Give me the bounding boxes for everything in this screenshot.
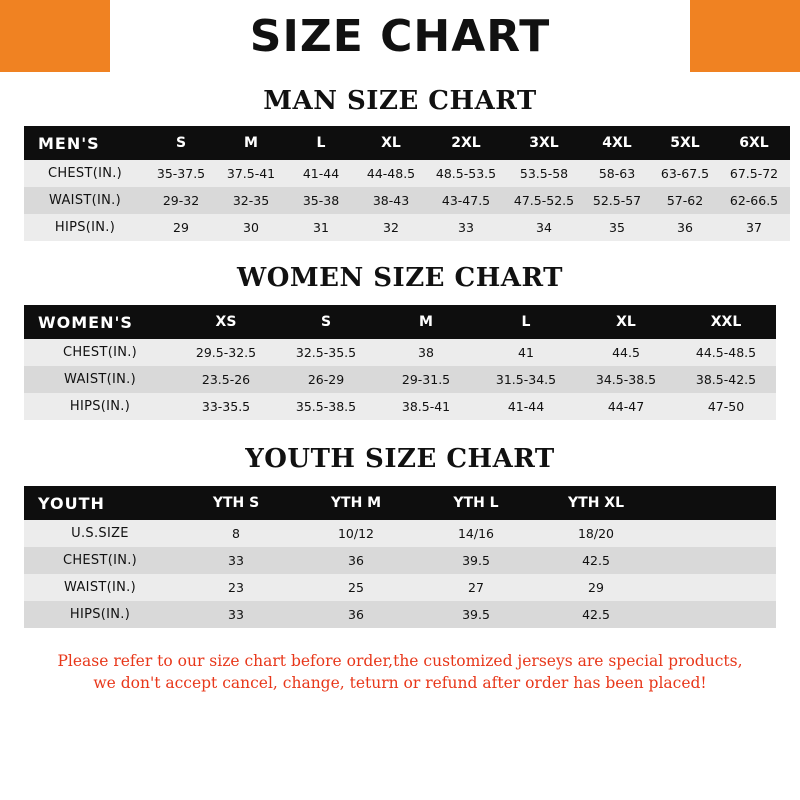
table-cell: 14/16 (416, 520, 536, 547)
table-cell: 38.5-42.5 (676, 366, 776, 393)
banner-inner-panel (110, 0, 690, 72)
table-cell: 41 (476, 339, 576, 366)
youth-section (0, 444, 800, 628)
table-cell: 34 (506, 214, 582, 241)
table-cell: 29 (536, 574, 656, 601)
table-cell: 33 (426, 214, 506, 241)
table-cell: 29.5-32.5 (176, 339, 276, 366)
table-header-cell: L (286, 126, 356, 160)
table-header-cell: 6XL (718, 126, 790, 160)
row-label: CHEST(IN.) (24, 339, 176, 366)
table-cell: 10/12 (296, 520, 416, 547)
table-header-cell: 4XL (582, 126, 652, 160)
row-label: HIPS(IN.) (24, 601, 176, 628)
table-header-cell: YTH M (296, 486, 416, 520)
man-section (0, 86, 800, 241)
row-label: WAIST(IN.) (24, 366, 176, 393)
header-banner (0, 0, 800, 72)
table-cell: 36 (296, 601, 416, 628)
table-row (24, 574, 776, 601)
table-cell: 47-50 (676, 393, 776, 420)
table-header-cell: S (146, 126, 216, 160)
table-cell: 38.5-41 (376, 393, 476, 420)
footer-note-line-2: we don't accept cancel, change, teturn or refund after order has been placed! (93, 674, 707, 693)
table-cell: 53.5-58 (506, 160, 582, 187)
footer-note-line-1: Please refer to our size chart before order,the customized jerseys are special products, (57, 652, 743, 670)
women-section (0, 263, 800, 420)
table-cell: 30 (216, 214, 286, 241)
table-cell: 32.5-35.5 (276, 339, 376, 366)
table-cell: 33 (176, 547, 296, 574)
women-size-table (24, 305, 776, 420)
table-cell: 27 (416, 574, 536, 601)
table-header-row (24, 305, 776, 339)
table-row (24, 601, 776, 628)
table-cell: 33-35.5 (176, 393, 276, 420)
table-cell: 41-44 (286, 160, 356, 187)
table-header-cell: YTH L (416, 486, 536, 520)
table-cell: 35-37.5 (146, 160, 216, 187)
table-header-cell: M (216, 126, 286, 160)
table-cell: 38-43 (356, 187, 426, 214)
row-label: HIPS(IN.) (24, 214, 146, 241)
table-cell: 33 (176, 601, 296, 628)
table-header-cell: 5XL (652, 126, 718, 160)
table-cell: 62-66.5 (718, 187, 790, 214)
table-cell: 44-47 (576, 393, 676, 420)
table-cell: 8 (176, 520, 296, 547)
table-header-row (24, 486, 776, 520)
row-label: HIPS(IN.) (24, 393, 176, 420)
youth-section-title: YOUTH SIZE CHART (245, 444, 555, 474)
row-label: CHEST(IN.) (24, 160, 146, 187)
table-header-cell: YOUTH (24, 486, 176, 520)
table-header-cell: XL (576, 305, 676, 339)
table-header-cell: 2XL (426, 126, 506, 160)
row-label: WAIST(IN.) (24, 574, 176, 601)
table-cell: 42.5 (536, 547, 656, 574)
table-header-cell: XL (356, 126, 426, 160)
table-cell: 23.5-26 (176, 366, 276, 393)
women-section-title: WOMEN SIZE CHART (237, 263, 563, 293)
table-cell: 31 (286, 214, 356, 241)
table-row (24, 366, 776, 393)
table-cell: 42.5 (536, 601, 656, 628)
row-label: WAIST(IN.) (24, 187, 146, 214)
table-cell: 36 (296, 547, 416, 574)
table-cell: 31.5-34.5 (476, 366, 576, 393)
man-section-title: MAN SIZE CHART (263, 86, 537, 116)
table-cell: 43-47.5 (426, 187, 506, 214)
table-cell: 37.5-41 (216, 160, 286, 187)
table-cell: 35.5-38.5 (276, 393, 376, 420)
table-cell: 63-67.5 (652, 160, 718, 187)
table-cell (656, 547, 776, 574)
table-cell: 37 (718, 214, 790, 241)
table-cell: 29-32 (146, 187, 216, 214)
table-cell: 32-35 (216, 187, 286, 214)
table-row (24, 160, 790, 187)
page-title: SIZE CHART (249, 11, 551, 62)
table-header-cell: WOMEN'S (24, 305, 176, 339)
table-header-cell: 3XL (506, 126, 582, 160)
table-cell (656, 520, 776, 547)
table-header-cell: YTH S (176, 486, 296, 520)
table-cell: 39.5 (416, 547, 536, 574)
man-size-table (24, 126, 790, 241)
table-cell: 48.5-53.5 (426, 160, 506, 187)
table-cell: 58-63 (582, 160, 652, 187)
table-header-cell: S (276, 305, 376, 339)
table-cell: 47.5-52.5 (506, 187, 582, 214)
table-cell: 26-29 (276, 366, 376, 393)
table-header-cell: XXL (676, 305, 776, 339)
table-cell: 29 (146, 214, 216, 241)
table-cell: 29-31.5 (376, 366, 476, 393)
table-cell: 23 (176, 574, 296, 601)
table-cell: 18/20 (536, 520, 656, 547)
table-cell: 34.5-38.5 (576, 366, 676, 393)
table-header-cell: L (476, 305, 576, 339)
table-cell: 44.5 (576, 339, 676, 366)
table-row (24, 339, 776, 366)
table-row (24, 393, 776, 420)
table-header-cell: MEN'S (24, 126, 146, 160)
row-label: CHEST(IN.) (24, 547, 176, 574)
table-cell (656, 601, 776, 628)
table-cell: 35 (582, 214, 652, 241)
table-row (24, 520, 776, 547)
table-header-row (24, 126, 790, 160)
table-cell: 44-48.5 (356, 160, 426, 187)
table-header-cell: M (376, 305, 476, 339)
table-header-cell: XS (176, 305, 276, 339)
table-header-cell: YTH XL (536, 486, 656, 520)
table-cell: 36 (652, 214, 718, 241)
table-row (24, 187, 790, 214)
table-header-cell (656, 486, 776, 520)
table-cell: 67.5-72 (718, 160, 790, 187)
youth-size-table (24, 486, 776, 628)
table-cell: 41-44 (476, 393, 576, 420)
table-row (24, 214, 790, 241)
table-row (24, 547, 776, 574)
table-cell: 52.5-57 (582, 187, 652, 214)
table-cell: 35-38 (286, 187, 356, 214)
row-label: U.S.SIZE (24, 520, 176, 547)
footer-note (20, 650, 780, 695)
table-cell: 44.5-48.5 (676, 339, 776, 366)
table-cell: 39.5 (416, 601, 536, 628)
table-cell: 25 (296, 574, 416, 601)
table-cell: 32 (356, 214, 426, 241)
table-cell: 38 (376, 339, 476, 366)
table-cell (656, 574, 776, 601)
table-cell: 57-62 (652, 187, 718, 214)
